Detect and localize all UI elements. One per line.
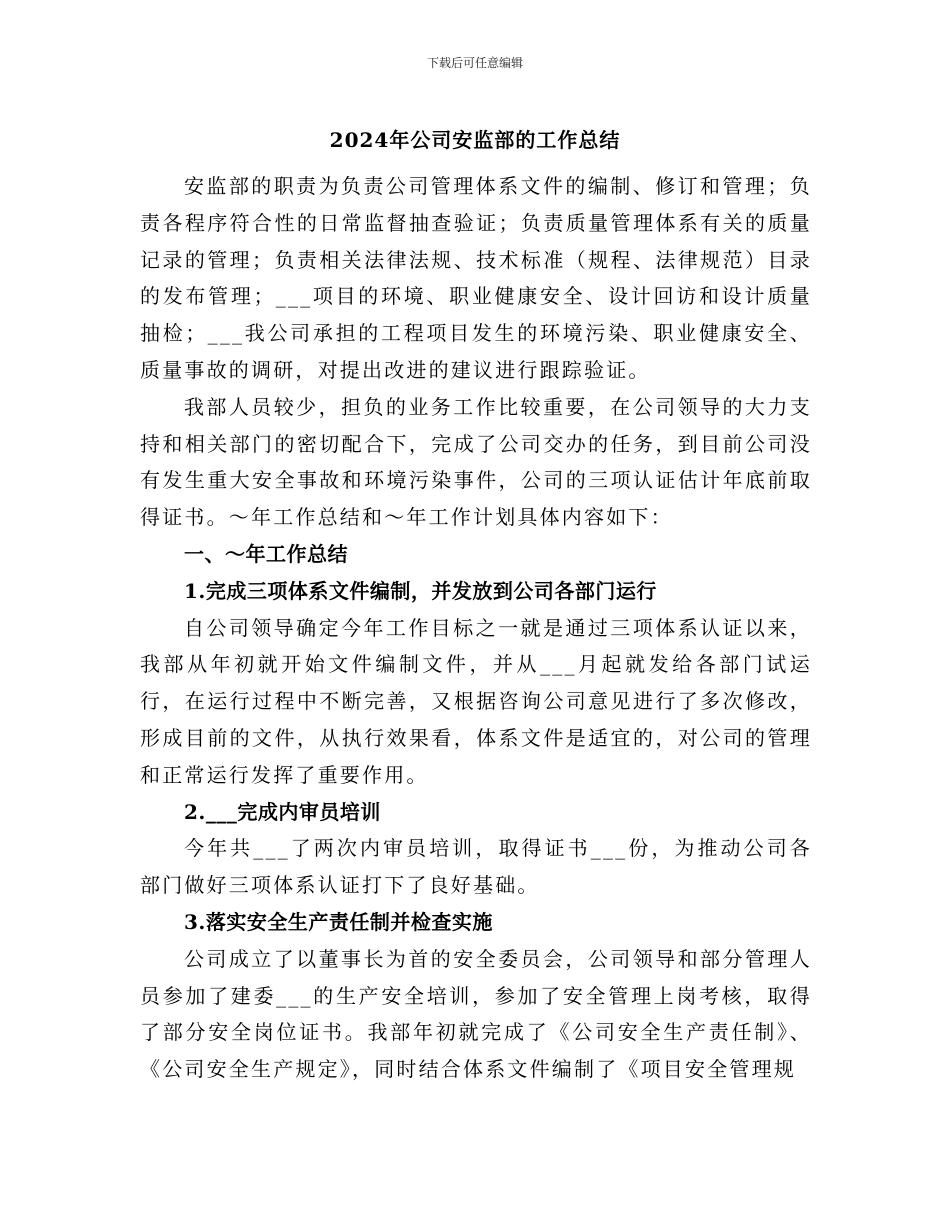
- paragraph-duties: 安监部的职责为负责公司管理体系文件的编制、修订和管理；负责各程序符合性的日常监督抽查验证；负责质量管理体系有关的质量记录的管理；负责相关法律法规、技术标准（规程、法律规范）目录的发布管理；___项目的环境、职业健康安全、设计回访和设计质量抽检；___我公司承担的工程项目发生的环境污染、职业健康安全、质量事故的调研，对提出改进的建议进行跟踪验证。: [140, 174, 812, 382]
- paragraph-overview: 我部人员较少，担负的业务工作比较重要，在公司领导的大力支持和相关部门的密切配合下，完成了公司交办的任务，到目前公司没有发生重大安全事故和环境污染事件，公司的三项认证估计年底前取得证书。～年工作总结和～年工作计划具体内容如下：: [140, 394, 812, 530]
- subheading-3: 3.落实安全生产责任制并检查实施: [184, 909, 493, 934]
- header-note: 下载后可任意编辑: [426, 56, 523, 70]
- document-body: [140, 168, 812, 1088]
- subheading-2: 2.___完成内审员培训: [184, 799, 381, 824]
- document-title: 2024年公司安监部的工作总结: [329, 128, 621, 152]
- subheading-1: 1.完成三项体系文件编制，并发放到公司各部门运行: [184, 578, 657, 603]
- paragraph-3: 公司成立了以董事长为首的安全委员会，公司领导和部分管理人员参加了建委___的生产安全培训，参加了安全管理上岗考核，取得了部分安全岗位证书。我部年初就完成了《公司安全生产责任制》、《公司安全生产规定》，同时结合体系文件编制了《项目安全管理规: [140, 946, 812, 1082]
- paragraph-1: 自公司领导确定今年工作目标之一就是通过三项体系认证以来，我部从年初就开始文件编制文件，并从___月起就发给各部门试运行，在运行过程中不断完善，又根据咨询公司意见进行了多次修改，形成目前的文件，从执行效果看，体系文件是适宜的，对公司的管理和正常运行发挥了重要作用。: [140, 615, 812, 787]
- section-heading-summary: 一、～年工作总结: [184, 541, 348, 566]
- paragraph-2: 今年共___了两次内审员培训，取得证书___份，为推动公司各部门做好三项体系认证打下了良好基础。: [140, 836, 812, 898]
